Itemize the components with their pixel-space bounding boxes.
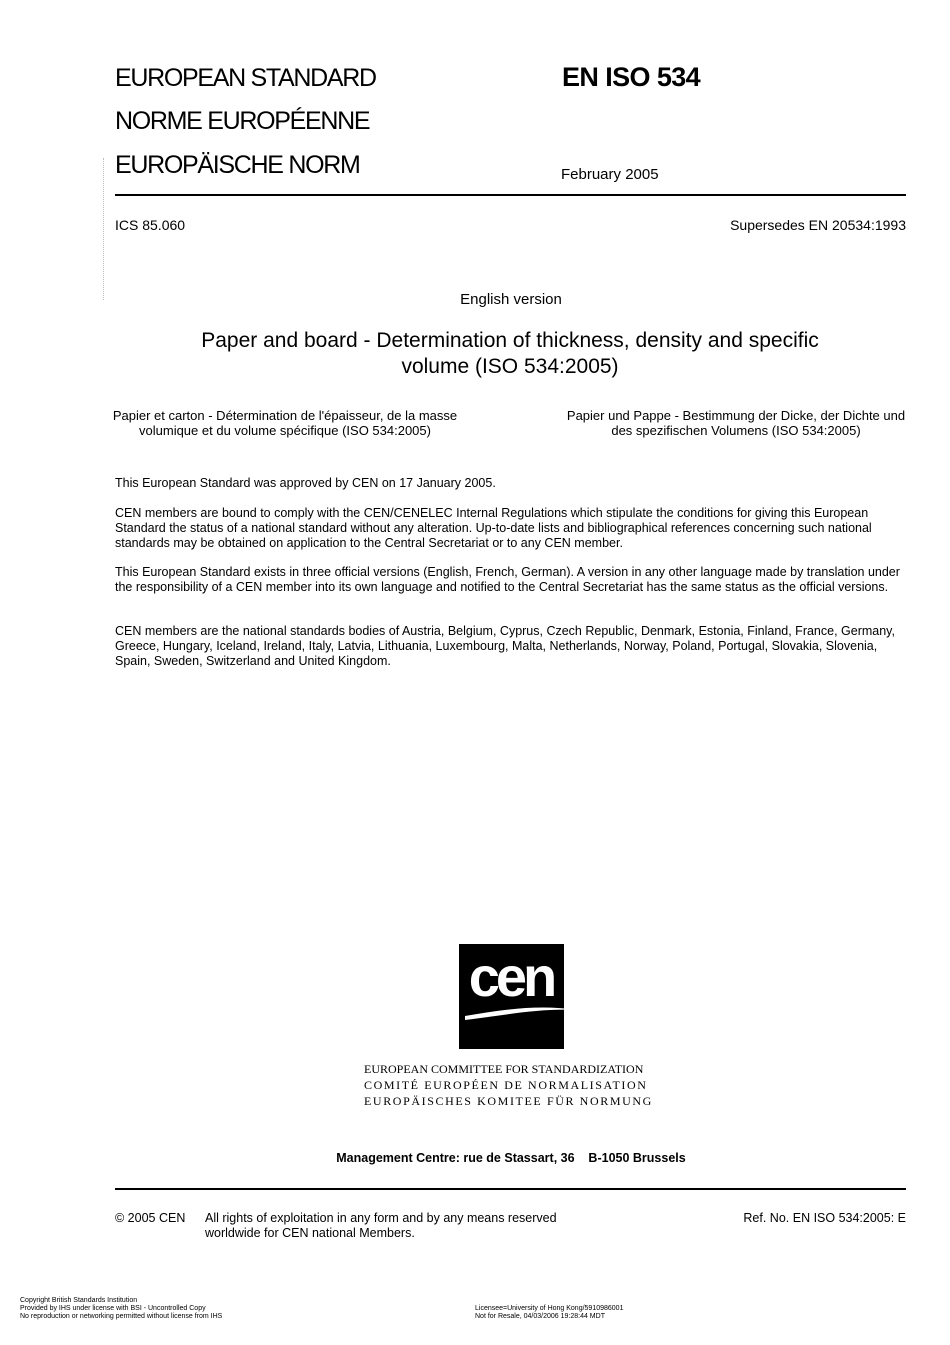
license-line: Not for Resale, 04/03/2006 19:28:44 MDT (475, 1313, 605, 1320)
copyright-notice: © 2005 CEN (115, 1211, 186, 1225)
license-line: Provided by IHS under license with BSI - Uncontrolled Copy (20, 1305, 206, 1312)
rights-notice: All rights of exploitation in any form and by any means reserved worldwide for CEN national Members. (205, 1211, 557, 1240)
paragraph-approval: This European Standard was approved by CEN on 17 January 2005. (115, 476, 496, 490)
standard-line-de: EUROPÄISCHE NORM (115, 151, 360, 179)
license-line: Licensee=University of Hong Kong/5910986001 (475, 1305, 624, 1312)
publication-date: February 2005 (561, 166, 659, 183)
paragraph-regulations: CEN members are bound to comply with the CEN/CENELEC Internal Regulations which stipulate the conditions for giving this European Standard the status of a national standard without any alteration. Up-to-date lists and bibliographical references concerning such national standards may be obtained on application to the Central Secretariat or to any CEN member. (115, 506, 872, 550)
license-line: No reproduction or networking permitted without license from IHS (20, 1313, 223, 1320)
standard-line-en: EUROPEAN STANDARD (115, 64, 376, 92)
page-margin-marks (103, 158, 105, 300)
license-footer-right (475, 1305, 623, 1321)
org-name-de: EUROPÄISCHES KOMITEE FÜR NORMUNG (364, 1094, 653, 1108)
header-rule (115, 194, 906, 196)
reference-number: Ref. No. EN ISO 534:2005: E (743, 1211, 906, 1225)
cen-logo-text: cen (468, 945, 554, 1008)
document-number: EN ISO 534 (562, 62, 701, 92)
french-title: Papier et carton - Détermination de l'épaisseur, de la masse volumique et du volume spécifique (ISO 534:2005) (112, 408, 458, 438)
cen-logo-icon (459, 944, 577, 1049)
paragraph-versions: This European Standard exists in three official versions (English, French, German). A version in any other language made by translation under the responsibility of a CEN member into its own language and notified to the Central Secretariat has the same status as the official versions. (115, 565, 900, 594)
main-title: Paper and board - Determination of thickness, density and specific volume (ISO 534:2005) (201, 329, 819, 378)
license-footer-left (20, 1297, 222, 1321)
version-label: English version (460, 291, 562, 308)
management-centre: Management Centre: rue de Stassart, 36 B-1050 Brussels (336, 1151, 686, 1165)
org-name-fr: COMITÉ EUROPÉEN DE NORMALISATION (364, 1078, 648, 1092)
standard-line-fr: NORME EUROPÉENNE (115, 107, 370, 135)
german-title: Papier und Pappe - Bestimmung der Dicke, der Dichte und des spezifischen Volumens (ISO 534:2005) (566, 408, 906, 438)
supersedes-note: Supersedes EN 20534:1993 (730, 217, 906, 233)
paragraph-members: CEN members are the national standards bodies of Austria, Belgium, Cyprus, Czech Republic, Denmark, Estonia, Finland, France, Germany, Greece, Hungary, Iceland, Ireland, Italy, Latvia, Lithuania, Luxembourg, Malta, Netherlands, Norway, Poland, Portugal, Slovakia, Slovenia, Spain, Sweden, Switzerland and United Kingdom. (115, 624, 895, 668)
org-name-en: EUROPEAN COMMITTEE FOR STANDARDIZATION (364, 1062, 644, 1076)
ics-code: ICS 85.060 (115, 217, 186, 233)
footer-rule (115, 1188, 906, 1190)
license-line: Copyright British Standards Institution (20, 1297, 138, 1304)
